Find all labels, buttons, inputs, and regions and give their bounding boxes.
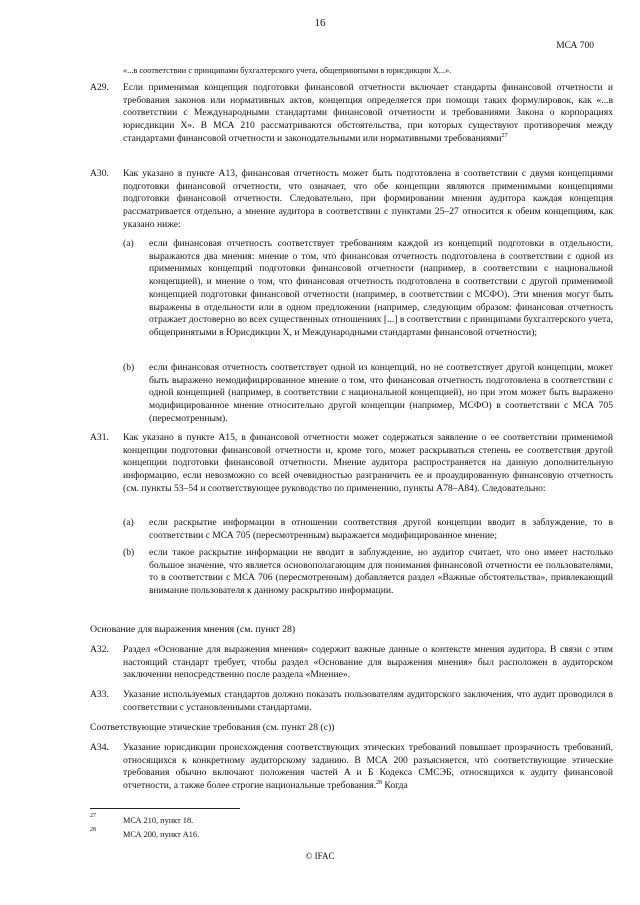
footnote-text: МСА 210, пункт 18. (123, 816, 194, 825)
list-item-text: если такое раскрытие информации не вводит в заблуждение, но аудитор считает, что оно имеет настолько большое значение, что является основополагающим для понимания финансовой отчетности ее пользователями, то в соответствии с МСА 706 (пересмотренным) добавляется раздел «Важные обстоятельства», привлекающий внимание пользователя к данному раскрытию информации. (149, 547, 613, 597)
list-item-label: (b) (123, 362, 135, 373)
paragraph-a34 (90, 742, 613, 793)
paragraph-a29 (90, 82, 613, 146)
list-item-text: если финансовая отчетность соответствует требованиям каждой из концепций подготовки в отдельности, выражаются два мнения: мнение о том, что финансовая отчетность подготовлена в соответствии с одной из применимых концепций подготовки финансовой отчетности (например, в соответствии с национальной концепцией), и мнение о том, что финансовая отчетность подготовлена в соответствии с другой применимой концепцией подготовки финансовой отчетности (например, в соответствии с МСФО). Эти мнения могут быть выражены в отдельности или в одном предложении (например, следующим образом: финансовая отчетность отражает достоверно во всех существенных отношениях [...] в соответствии с принципами бухгалтерского учета, общепринятыми в Юрисдикции X, и Международными стандартами финансовой отчетности); (149, 238, 613, 338)
paragraph-a33 (90, 689, 613, 714)
paragraph-number: A29. (90, 82, 109, 93)
paragraph-text: Как указано в пункте A15, в финансовой отчетности может содержаться заявление о ее соответствии применимой концепции подготовки финансовой отчетности и, кроме того, может раскрываться степень ее соответствия другой концепции подготовки финансовой отчетности. Мнение аудитора распространяется на данную дополнительную информацию, если невозможно со всей очевидностью разграничить ее и проаудированную финансовую отчетность (см. пункты 53–54 и соответствующее руководство по применению, пункты A78–A84). Следовательно: (123, 432, 613, 494)
footnote-number: 27 (90, 813, 96, 819)
footnote-ref[interactable]: 28 (376, 779, 382, 786)
paragraph-a32 (90, 644, 613, 682)
intro-quote: «...в соответствии с принципами бухгалтерского учета, общепринятыми в юрисдикции X...». (123, 66, 452, 75)
page-number: 16 (314, 17, 326, 29)
list-item-text: если раскрытие информации в отношении соответствия другой концепции вводит в заблуждение, то в соответствии с МСА 705 (пересмотренным) выражается модифицированное мнение; (149, 517, 613, 541)
paragraph-text: Указание юрисдикции происхождения соответствующих этических требований повышает прозрачность требований, относящихся к конкретному аудиторскому заданию. В МСА 200 разъясняется, что соответствующие этические требования обычно включают положения частей A и Б Кодекса СМСЭБ, относящихся к аудиту финансовой отчетности, а также более строгие национальные требования.$^{28}$ Когда (123, 742, 613, 792)
paragraph-number: A30. (90, 168, 109, 179)
footnote (90, 813, 194, 825)
paragraph-number: A32. (90, 644, 109, 655)
footnote-number: 28 (90, 827, 96, 833)
list-item-label: (a) (123, 517, 134, 528)
section-heading: Соответствующие этические требования (см. пункт 28 (c)) (90, 722, 335, 733)
paragraph-a31 (90, 432, 613, 496)
document-code: МСА 700 (556, 41, 594, 51)
paragraph-number: A33. (90, 689, 109, 700)
paragraph-text: Указание используемых стандартов должно показать пользователям аудиторского заключения, что аудит проводился в соответствии с установленными стандартами. (123, 689, 613, 713)
section-heading: Основание для выражения мнения (см. пункт 28) (90, 624, 296, 635)
footnote-divider (90, 808, 240, 809)
footnote-text: МСА 200, пункт A16. (123, 830, 200, 839)
paragraph-text: Как указано в пункте A13, финансовая отчетность может быть подготовлена в соответствии с двумя концепциями подготовки финансовой отчетности, что означает, что обе концепции являются применимыми концепциями подготовки финансовой отчетности. Следовательно, при формировании мнения аудитора каждая концепция рассматривается отдельно, а мнение аудитора в соответствии с пунктами 25–27 относится к обеим концепциям, как указано ниже: (123, 168, 613, 230)
paragraph-number: A31. (90, 432, 109, 443)
list-item-label: (b) (123, 547, 135, 558)
footnote-ref[interactable]: 27 (501, 132, 508, 139)
page-footer: © IFAC (305, 851, 335, 861)
list-item-a30-b (123, 362, 613, 426)
list-item-text: если финансовая отчетность соответствует одной из концепций, но не соответствует другой концепции, может быть выражено немодифицированное мнение о том, что финансовая отчетность подготовлена в соответствии с одной концепцией (например, в соответствии с национальной концепцией), но при этом может быть выражено модифицированное мнение относительно другой концепции (например, МСФО) в соответствии с МСА 705 (пересмотренным). (149, 362, 613, 424)
list-item-a30-a (123, 238, 613, 340)
list-item-a31-b (123, 547, 613, 598)
paragraph-a30 (90, 168, 613, 232)
paragraph-text: Раздел «Основание для выражения мнения» содержит важные данные о контексте мнения аудитора. В связи с этим настоящий стандарт требует, чтобы раздел «Основание для выражения мнения» был расположен в аудиторском заключении непосредственно после раздела «Мнение». (123, 644, 613, 681)
list-item-a31-a (123, 517, 613, 542)
paragraph-text: Если применимая концепция подготовки финансовой отчетности включает стандарты финансовой отчетности и требования законов или нормативных актов, концепция определяется при помощи таких формулировок, как «...в соответствии с Международными стандартами финансовой отчетности и требованиями Закона о корпорациях юрисдикции X». В МСА 210 рассматриваются обстоятельства, при которых существуют противоречия между стандартами финансовой отчетности и законодательными или нормативными требованиями$^{27}$ (123, 82, 613, 144)
paragraph-number: A34. (90, 742, 109, 753)
footnote (90, 827, 200, 839)
list-item-label: (a) (123, 238, 134, 249)
